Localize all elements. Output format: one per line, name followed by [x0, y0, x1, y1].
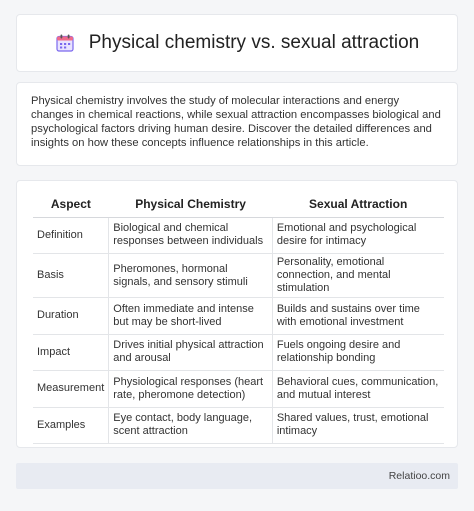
calendar-icon — [55, 33, 75, 53]
row-aspect: Measurement — [33, 371, 109, 408]
row-aspect: Impact — [33, 334, 109, 371]
comparison-table — [33, 195, 444, 444]
column-header-aspect: Aspect — [33, 195, 109, 217]
row-physical-chemistry: Eye contact, body language, scent attraction — [109, 407, 273, 444]
table-row — [33, 334, 444, 371]
page-title: Physical chemistry vs. sexual attraction — [88, 32, 420, 53]
row-sexual-attraction: Emotional and psychological desire for intimacy — [272, 217, 444, 254]
table-row — [33, 254, 444, 298]
table-row — [33, 371, 444, 408]
row-sexual-attraction: Behavioral cues, communication, and mutual interest — [272, 371, 444, 408]
row-aspect: Definition — [33, 217, 109, 254]
footer-brand: Relatioo.com — [388, 470, 450, 482]
row-physical-chemistry: Biological and chemical responses between individuals — [109, 217, 273, 254]
column-header-physical-chemistry: Physical Chemistry — [109, 195, 273, 217]
table-row — [33, 217, 444, 254]
row-physical-chemistry: Pheromones, hormonal signals, and sensory stimuli — [109, 254, 273, 298]
comparison-table-card — [16, 180, 458, 448]
row-sexual-attraction: Personality, emotional connection, and mental stimulation — [272, 254, 444, 298]
row-aspect: Examples — [33, 407, 109, 444]
row-physical-chemistry: Drives initial physical attraction and arousal — [109, 334, 273, 371]
row-physical-chemistry: Often immediate and intense but may be short-lived — [109, 298, 273, 335]
table-header-row — [33, 195, 444, 217]
title-card — [16, 14, 458, 72]
table-row — [33, 407, 444, 444]
intro-paragraph: Physical chemistry involves the study of molecular interactions and energy changes in chemical reactions, while sexual attraction encompasses biological and psychological factors driving human desire. Discover the detailed differences and insights on how these concepts influence relationships in this article. — [16, 82, 458, 166]
table-row — [33, 298, 444, 335]
row-physical-chemistry: Physiological responses (heart rate, pheromone detection) — [109, 371, 273, 408]
row-sexual-attraction: Fuels ongoing desire and relationship bonding — [272, 334, 444, 371]
row-sexual-attraction: Shared values, trust, emotional intimacy — [272, 407, 444, 444]
row-aspect: Duration — [33, 298, 109, 335]
row-sexual-attraction: Builds and sustains over time with emotional investment — [272, 298, 444, 335]
row-aspect: Basis — [33, 254, 109, 298]
footer-bar — [16, 463, 458, 489]
column-header-sexual-attraction: Sexual Attraction — [272, 195, 444, 217]
